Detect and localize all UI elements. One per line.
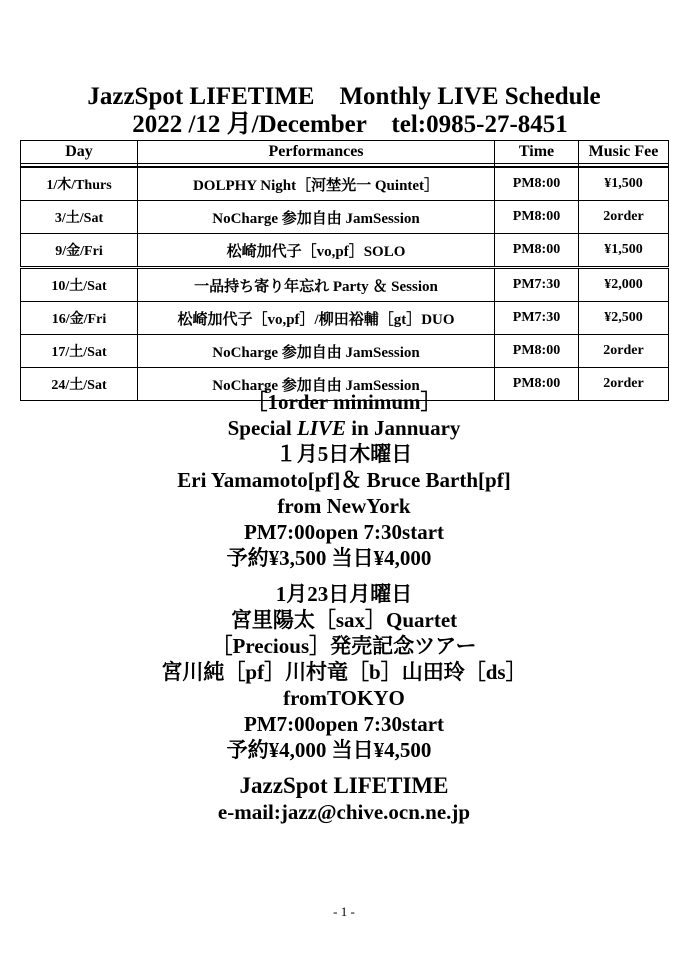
row-performance: NoCharge 参加自由 JamSession bbox=[138, 201, 495, 234]
schedule-title: JazzSpot LIFETIME Monthly LIVE Schedule bbox=[87, 83, 601, 110]
row-performance: 松崎加代子［vo,pf］SOLO bbox=[138, 234, 495, 268]
table-row bbox=[21, 268, 669, 302]
event1-price: 予約¥3,500 当日¥4,000 bbox=[226, 546, 432, 570]
special-prefix: Special bbox=[227, 416, 298, 440]
row-performance: 一品持ち寄り年忘れ Party ＆ Session bbox=[138, 268, 495, 302]
row-day: 1/木/Thurs bbox=[21, 167, 138, 201]
row-fee: ¥2,500 bbox=[579, 302, 669, 335]
row-time: PM8:00 bbox=[495, 167, 579, 201]
contact-email[interactable]: e-mail:jazz@chive.ocn.ne.jp bbox=[217, 800, 471, 824]
event1-origin: from NewYork bbox=[277, 494, 411, 518]
venue-name: JazzSpot LIFETIME bbox=[239, 773, 449, 798]
row-performance: NoCharge 参加自由 JamSession bbox=[138, 368, 495, 401]
header-day: Day bbox=[21, 141, 138, 164]
event1-artists: Eri Yamamoto[pf]＆ Bruce Barth[pf] bbox=[177, 468, 511, 492]
event2-price: 予約¥4,000 当日¥4,500 bbox=[226, 738, 432, 762]
row-performance: NoCharge 参加自由 JamSession bbox=[138, 335, 495, 368]
row-time: PM8:00 bbox=[495, 201, 579, 234]
event1-time: PM7:00open 7:30start bbox=[243, 520, 445, 544]
event2-date: 1月23日月曜日 bbox=[275, 582, 413, 606]
row-fee: 2order bbox=[579, 335, 669, 368]
row-day: 16/金/Fri bbox=[21, 302, 138, 335]
row-time: PM8:00 bbox=[495, 368, 579, 401]
row-time: PM7:30 bbox=[495, 302, 579, 335]
row-day: 9/金/Fri bbox=[21, 234, 138, 268]
table-header-row bbox=[21, 141, 669, 164]
row-fee: ¥1,500 bbox=[579, 167, 669, 201]
special-suffix: in Jannuary bbox=[346, 416, 461, 440]
special-live-word: LIVE bbox=[297, 416, 347, 440]
row-fee: ¥1,500 bbox=[579, 234, 669, 268]
schedule-subtitle-contact: 2022 /12 月/December tel:0985-27-8451 bbox=[132, 111, 568, 138]
row-time: PM8:00 bbox=[495, 234, 579, 268]
row-fee: ¥2,000 bbox=[579, 268, 669, 302]
row-day: 24/土/Sat bbox=[21, 368, 138, 401]
event2-members: 宮川純［pf］川村竜［b］山田玲［ds］ bbox=[161, 660, 527, 684]
announcement-block bbox=[0, 389, 688, 825]
event2-time: PM7:00open 7:30start bbox=[243, 712, 445, 736]
row-fee: 2order bbox=[579, 201, 669, 234]
table-row bbox=[21, 201, 669, 234]
minimum-order-note: ［1order minimum］ bbox=[246, 390, 442, 414]
event2-leader: 宮里陽太［sax］Quartet bbox=[230, 608, 458, 632]
table-row bbox=[21, 302, 669, 335]
event1-date: １月5日木曜日 bbox=[275, 442, 413, 466]
page-number: - 1 - bbox=[333, 904, 355, 919]
event2-release-tour: ［Precious］発売記念ツアー bbox=[211, 634, 477, 658]
row-time: PM8:00 bbox=[495, 335, 579, 368]
header-performances: Performances bbox=[138, 141, 495, 164]
special-live-heading bbox=[0, 415, 688, 441]
row-time: PM7:30 bbox=[495, 268, 579, 302]
row-fee: 2order bbox=[579, 368, 669, 401]
header-time: Time bbox=[495, 141, 579, 164]
row-performance: DOLPHY Night［河埜光一 Quintet］ bbox=[138, 167, 495, 201]
table-row bbox=[21, 234, 669, 268]
table-row bbox=[21, 167, 669, 201]
table-row bbox=[21, 335, 669, 368]
row-day: 3/土/Sat bbox=[21, 201, 138, 234]
row-day: 10/土/Sat bbox=[21, 268, 138, 302]
row-day: 17/土/Sat bbox=[21, 335, 138, 368]
header-music-fee: Music Fee bbox=[579, 141, 669, 164]
row-performance: 松崎加代子［vo,pf］/柳田裕輔［gt］DUO bbox=[138, 302, 495, 335]
event2-origin: fromTOKYO bbox=[283, 686, 405, 710]
schedule-table bbox=[20, 140, 669, 401]
